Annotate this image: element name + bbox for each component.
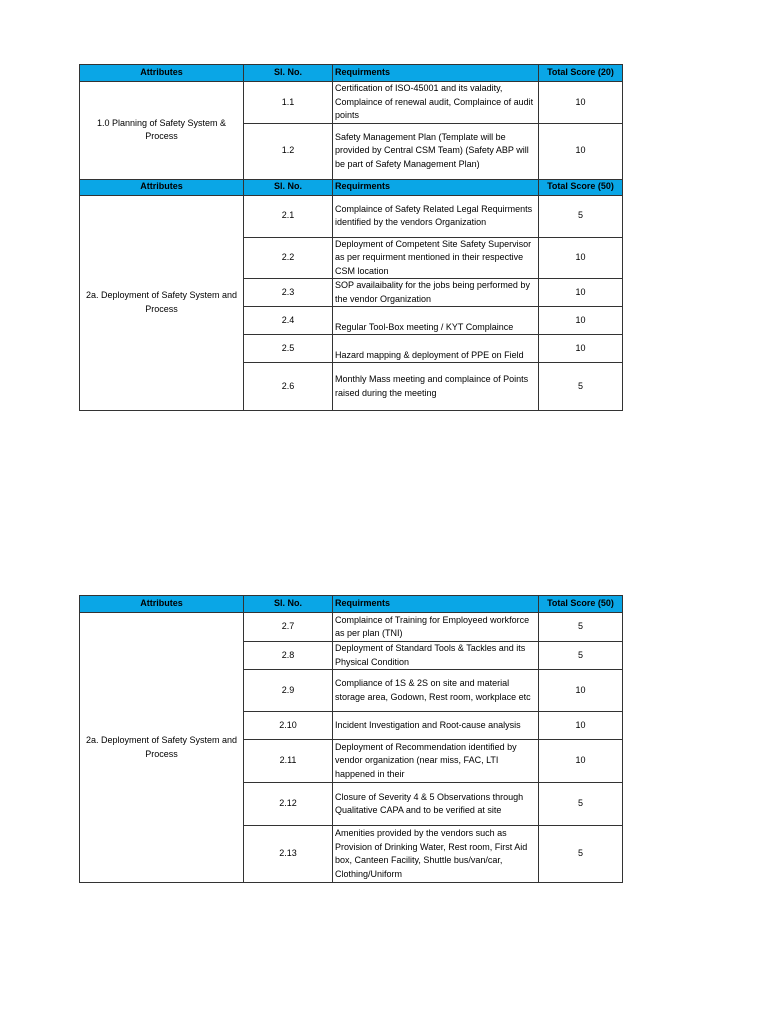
header-requirements: Requirments	[333, 596, 539, 613]
score-cell: 10	[539, 279, 623, 307]
requirement-cell: Regular Tool-Box meeting / KYT Complaince	[333, 307, 539, 335]
score-cell: 10	[539, 307, 623, 335]
header-requirements: Requirments	[333, 179, 539, 195]
score-cell: 10	[539, 335, 623, 363]
requirement-cell: Incident Investigation and Root-cause analysis	[333, 712, 539, 740]
table-row	[80, 195, 623, 237]
header-attributes: Attributes	[80, 179, 244, 195]
header-sl-no: Sl. No.	[244, 179, 333, 195]
score-cell: 5	[539, 642, 623, 670]
requirement-cell: Closure of Severity 4 & 5 Observations through Qualitative CAPA and to be verified at site	[333, 783, 539, 826]
sl-no-cell: 2.4	[244, 307, 333, 335]
header-total-score: Total Score (50)	[539, 596, 623, 613]
sl-no-cell: 2.5	[244, 335, 333, 363]
requirement-cell: Complaince of Safety Related Legal Requirments identified by the vendors Organization	[333, 195, 539, 237]
table-header-row	[80, 596, 623, 613]
table-row	[80, 82, 623, 124]
score-cell: 10	[539, 712, 623, 740]
sl-no-cell: 2.11	[244, 740, 333, 783]
table-header-row	[80, 179, 623, 195]
table-row	[80, 613, 623, 642]
sl-no-cell: 2.6	[244, 363, 333, 411]
header-total-score: Total Score (50)	[539, 179, 623, 195]
scoring-table-1	[79, 64, 623, 411]
sl-no-cell: 1.2	[244, 123, 333, 179]
attribute-cell: 1.0 Planning of Safety System & Process	[80, 82, 244, 180]
header-sl-no: Sl. No.	[244, 65, 333, 82]
sl-no-cell: 2.8	[244, 642, 333, 670]
header-requirements: Requirments	[333, 65, 539, 82]
requirement-cell: Deployment of Competent Site Safety Supervisor as per requirment mentioned in their respective CSM location	[333, 237, 539, 279]
score-cell: 10	[539, 740, 623, 783]
requirement-cell: Compliance of 1S & 2S on site and material storage area, Godown, Rest room, workplace etc	[333, 670, 539, 712]
scoring-table-2	[79, 595, 623, 883]
requirement-cell: Deployment of Recommendation identified by vendor organization (near miss, FAC, LTI happened in their	[333, 740, 539, 783]
sl-no-cell: 1.1	[244, 82, 333, 124]
table-header-row	[80, 65, 623, 82]
sl-no-cell: 2.10	[244, 712, 333, 740]
header-total-score: Total Score (20)	[539, 65, 623, 82]
score-cell: 10	[539, 670, 623, 712]
requirement-cell: Complaince of Training for Employeed workforce as per plan (TNI)	[333, 613, 539, 642]
sl-no-cell: 2.2	[244, 237, 333, 279]
sl-no-cell: 2.13	[244, 826, 333, 883]
score-cell: 10	[539, 123, 623, 179]
attribute-cell: 2a. Deployment of Safety System and Process	[80, 613, 244, 883]
requirement-cell: Safety Management Plan (Template will be provided by Central CSM Team) (Safety ABP will be part of Safety Management Plan)	[333, 123, 539, 179]
header-sl-no: Sl. No.	[244, 596, 333, 613]
requirement-cell: Deployment of Standard Tools & Tackles and its Physical Condition	[333, 642, 539, 670]
requirement-cell: SOP availaibality for the jobs being performed by the vendor Organization	[333, 279, 539, 307]
score-cell: 5	[539, 613, 623, 642]
sl-no-cell: 2.1	[244, 195, 333, 237]
score-cell: 5	[539, 195, 623, 237]
requirement-cell: Hazard mapping & deployment of PPE on Field	[333, 335, 539, 363]
header-attributes: Attributes	[80, 596, 244, 613]
requirement-cell: Certification of ISO-45001 and its valadity, Complaince of renewal audit, Complaince of audit points	[333, 82, 539, 124]
score-cell: 5	[539, 363, 623, 411]
header-attributes: Attributes	[80, 65, 244, 82]
score-cell: 10	[539, 237, 623, 279]
sl-no-cell: 2.3	[244, 279, 333, 307]
attribute-cell: 2a. Deployment of Safety System and Process	[80, 195, 244, 411]
sl-no-cell: 2.9	[244, 670, 333, 712]
score-cell: 10	[539, 82, 623, 124]
score-cell: 5	[539, 826, 623, 883]
sl-no-cell: 2.7	[244, 613, 333, 642]
sl-no-cell: 2.12	[244, 783, 333, 826]
requirement-cell: Amenities provided by the vendors such as Provision of Drinking Water, Rest room, First Aid box, Canteen Facility, Shuttle bus/van/car, Clothing/Uniform	[333, 826, 539, 883]
requirement-cell: Monthly Mass meeting and complaince of Points raised during the meeting	[333, 363, 539, 411]
score-cell: 5	[539, 783, 623, 826]
